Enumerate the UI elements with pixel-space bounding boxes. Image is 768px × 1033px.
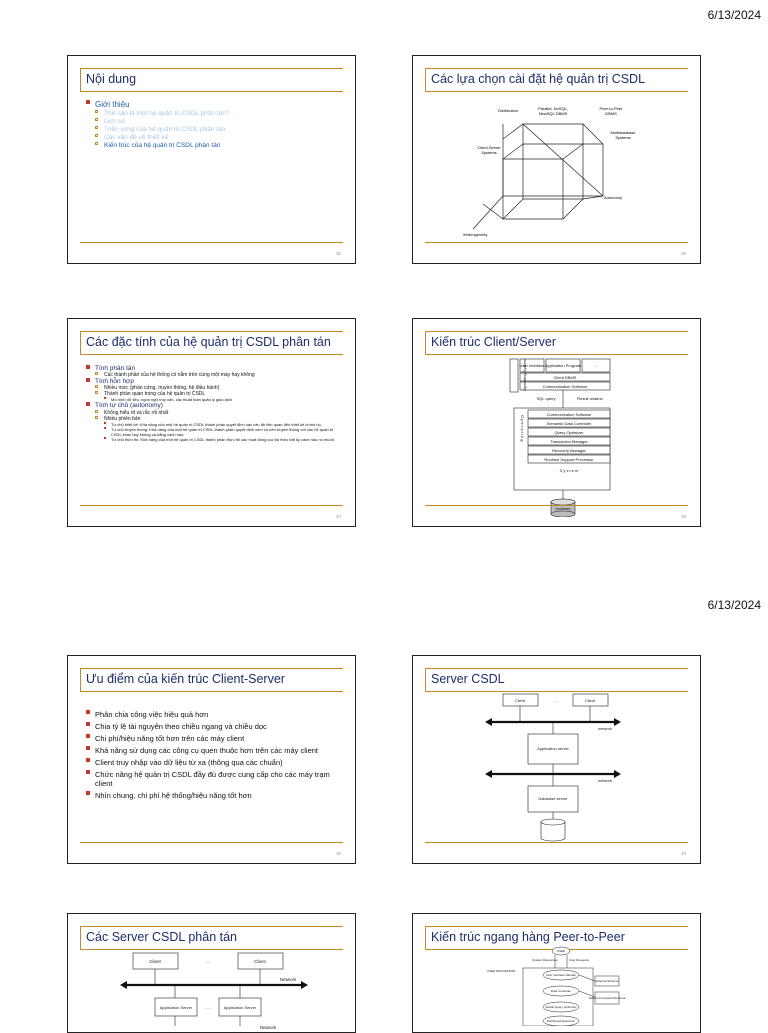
label-client-server-2: Systems [481,150,497,155]
label-newsql: NewSQL DBMS [538,111,568,116]
slide-peer-to-peer [412,913,701,1033]
slide-title: Server CSDL [431,672,505,686]
label-runtime-support: Runtime Support Processor [544,457,594,462]
label-heterogeneity: Heterogeneity [463,232,488,237]
label-network-2: network [597,778,613,783]
label-client-server: Client-Server [477,145,501,150]
slide-title: Kiến trúc Client/Server [431,335,557,349]
label-app-server: Application server [537,746,569,751]
label-user-requests: User Requests [569,958,589,962]
slide-number: 35 [335,251,341,256]
label-operating: O p e r a t i n g [520,415,525,442]
list-item: Chia tỷ lệ tài nguyên theo chiều ngang và chiều dọc [86,722,341,731]
label-app-dots: ... [206,1005,210,1010]
list-item: Giới thiệu Thế nào là một hệ quản trị CSDL phân tán? Lịch sử Triển vọng của hệ quản trị CSDL phân tán Các vấn đề về thiết kế Kiến trúc của hệ quản trị CSDL phân tán [86,100,346,150]
label-dots: ... [206,959,210,964]
list-item: Chức năng hệ quản trị CSDL đầy đủ được cung cấp cho các máy trạm client [86,770,341,788]
label-network: network [597,726,613,731]
slide-db-server [412,655,701,864]
label-distribution: Distribution [497,108,518,113]
slide-client-server-arch [412,318,701,527]
label-p2p-2: DBMS [605,111,617,116]
label-os: Operating System [522,358,527,392]
sub-item: Nhiều phiên bản [104,415,141,422]
label-network-2: Network [259,1025,277,1030]
label-system-responses: System Responses [532,958,558,962]
slide-number: 36 [680,251,686,256]
slide-title: Ưu điểm của kiến trúc Client-Server [86,672,285,686]
sub-item: Thế nào là một hệ quản trị CSDL phân tán? [95,110,346,118]
label-recovery-manager: Recovery Manager [552,448,586,453]
list-item: Tính hỗn hợp [95,378,134,386]
sub-item: Nhiều mức (phần cứng, truyền thông, hệ điều hành) [95,385,341,391]
label-gqo: Global Query Optimizer [545,1005,577,1009]
label-p2p: Peer-to-Peer [599,106,623,111]
db-server-diagram [483,692,623,842]
sub-sub-item: Tự chủ thiết kế: Khả năng của một hệ quản trị CSDL thành phần quyết định các vấn đề liên quan đến thiết kế chính nó. [104,422,341,427]
label-client-2: Client [584,698,596,703]
label-data-controller: Data Controller [550,989,572,993]
label-comm-software-2: Communication Software [546,412,592,417]
label-autonomy: Autonomy [603,195,623,200]
list-item: Tính tự chủ (autonomy) [95,402,163,410]
slide-characteristics [67,318,356,527]
label-client: Client [514,698,526,703]
label-comm-software: Communication Software [542,384,588,389]
cube-diagram [463,104,643,254]
label-user: USER [556,949,566,953]
sub-item-active: Kiến trúc của hệ quản trị CSDL phân tán [95,142,346,150]
list-item: Client truy nhập vào dữ liệu từ xa (thông qua các chuẩn) [86,758,341,767]
label-multi-2: Systems [615,135,631,140]
label-app-server-2: Application Server [223,1005,257,1010]
slide-title: Nội dung [86,72,137,86]
label-network: Network [279,977,297,982]
sub-item: Các vấn đề về thiết kế [95,134,346,142]
label-sql-query: SQL query [536,396,556,401]
slide-number: 37 [335,514,341,519]
slide-dbms-options [412,55,701,264]
sub-item: Lịch sử [95,118,346,126]
label-gcs: Global Conceptual Schema [588,996,626,1000]
sub-item: Các thành phần của hệ thống có nằm trên cùng một máy hay không [95,372,341,378]
label-query-optimizer: Query Optimizer [554,430,584,435]
client-server-diagram [508,357,618,517]
sub-item: Không hiểu rõ và rắc rối nhất [95,410,341,416]
slide-cs-advantages [67,655,356,864]
label-user-interface: User Interface [519,363,545,368]
label-system: S y s t e m [559,468,579,473]
slide-number: 38 [680,514,686,519]
sub-sub-item: Tự chủ truyền thông: Khả năng của một hệ quản trị CSDL thành phần quyết định xem có nên truyền thông với các hệ quản trị CSDL khác hay không và bằng cách nào. [104,427,341,437]
list-item: Chi phí/hiệu năng tốt hơn trên các máy client [86,734,341,743]
label-multi: Multidatabase [610,130,636,135]
label-app-server: Application Server [159,1005,193,1010]
distributed-servers-diagram [118,950,308,1030]
label-client-dbms: Client DBMS [553,375,577,380]
label-dots: ... [553,698,557,703]
sub-item: Triển vọng của hệ quản trị CSDL phân tán [95,126,346,134]
sub-item: Thành phần quan trọng của hệ quản trị CSDL [104,391,206,398]
slide-distributed-db-servers [67,913,356,1033]
label-ui-handler: User Interface Handler [545,973,577,977]
sub-sub-item: Tự chủ thực thi: Khả năng của một hệ quản trị CSDL thành phần thực thi các hoạt động cục bộ theo bất kỳ cách nào nó muốn. [104,437,341,442]
slide-number: 40 [680,851,686,856]
label-db-server: Database server [538,796,568,801]
list-item: Phân chia công việc hiệu quả hơn [86,710,341,719]
label-transaction-manager: Transaction Manager [550,439,588,444]
list-item: Tính phân tán [95,365,136,372]
label-dots: ... [594,363,598,368]
label-database: Database [555,507,571,511]
list-item: Nhìn chung, chi phí hệ thống/hiệu năng tốt hơn [86,791,341,800]
page-date: 6/13/2024 [707,8,761,22]
label-client-2: Client [254,959,266,964]
label-client: Client [149,959,161,964]
label-sdc: Semantic Data Controller [546,421,592,426]
p2p-diagram [483,946,633,1026]
label-parallel: Parallel, NoSQL, [538,106,568,111]
slide-title: Các đặc tính của hệ quản trị CSDL phân tán [86,335,331,349]
sub-sub-item: Mô hình dữ liệu, ngôn ngữ truy vấn, các thuật toán quản lý giao dịch [104,397,341,402]
slide-title: Các Server CSDL phân tán [86,930,238,944]
slide-title: Các lựa chọn cài đặt hệ quản trị CSDL [431,72,646,86]
label-user-processor: USER PROCESSOR [486,969,516,973]
slide-title: Kiến trúc ngang hàng Peer-to-Peer [431,930,625,944]
slide-number: 39 [335,851,341,856]
page-date: 6/13/2024 [707,598,761,612]
label-external-schema: External Schema [595,979,619,983]
label-app-program: Application Program [544,363,582,368]
label-result-relation: Result relation [577,396,603,401]
list-item: Khả năng sử dụng các công cụ quen thuộc hơn trên các máy client [86,746,341,755]
label-distributed-execution: Distributed Execution [546,1019,576,1023]
slide-contents [67,55,356,264]
